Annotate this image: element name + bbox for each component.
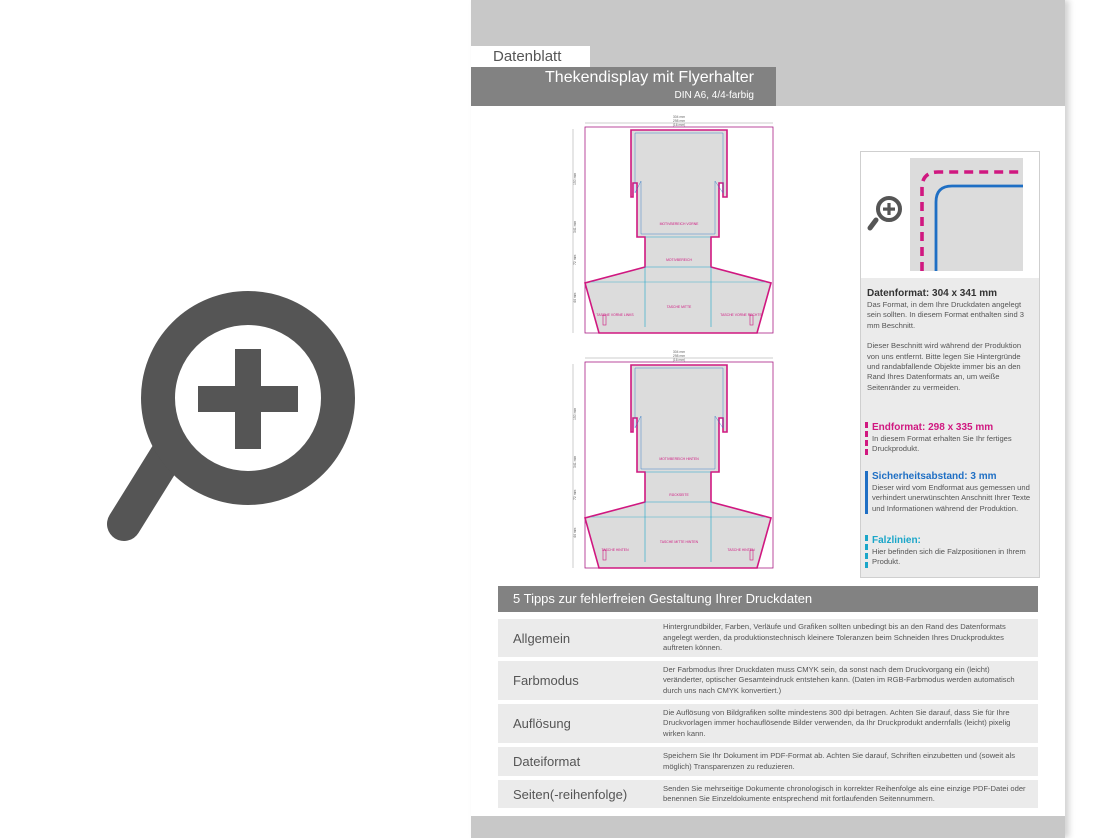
zone-label: MOTIVBEREICH (666, 258, 692, 262)
zone-label: RÜCKSEITE (669, 493, 689, 497)
sheet-footer (471, 816, 1065, 838)
info-body (861, 278, 1039, 577)
fold-lines-block (865, 535, 1035, 568)
zone-label: MOTIVBEREICH HINTEN (659, 457, 699, 461)
tip-label: Auflösung (513, 716, 571, 731)
end-format-block (865, 422, 1035, 455)
zone-label: TASCHE MITTE HINTEN (659, 540, 699, 544)
zone-label: TASCHE MITTE (666, 305, 692, 309)
safety-margin-block (865, 471, 1035, 514)
datasheet-page (471, 0, 1065, 838)
dim-label: 150 mm (573, 407, 577, 420)
product-subtitle: DIN A6, 4/4-farbig (674, 90, 754, 101)
data-format-heading: Datenformat: 304 x 341 mm (867, 288, 998, 299)
tip-label: Farbmodus (513, 673, 579, 688)
fold-lines-text: Hier befinden sich die Falzpositionen in Ihrem Produkt. (872, 547, 1026, 567)
template-drawing-back (569, 350, 777, 570)
tips-heading: 5 Tipps zur fehlerfreien Gestaltung Ihrer Druckdaten (498, 586, 1038, 612)
tip-label: Seiten(-reihenfolge) (513, 786, 628, 802)
zone-label: TASCHE HINTEN (727, 548, 755, 552)
product-title: Thekendisplay mit Flyerhalter (545, 69, 754, 86)
dim-label: 304 mm (672, 115, 686, 119)
tip-text: Speichern Sie Ihr Dokument im PDF-Format ab. Achten Sie darauf, Schriften einzubetten und (soweit als möglich) Transparenzen zu reduzieren. (663, 751, 1016, 771)
datasheet-tab-label: Datenblatt (471, 46, 590, 67)
tip-label: Dateiformat (513, 754, 581, 769)
tip-row (498, 704, 1038, 743)
data-format-block (867, 288, 1035, 393)
dim-label: 341 mm (573, 455, 577, 468)
end-format-heading: Endformat: 298 x 335 mm (872, 422, 994, 433)
zone-label: TASCHE HINTEN (601, 548, 629, 552)
tip-text: Der Farbmodus Ihrer Druckdaten muss CMYK sein, da sonst nach dem Druckvorgang ein (leicht) veränderter, optischer Gesamteindruck entstehen kann. (Daten im RGB-Farbmodus werden automatisch durch uns nach CMYK konvertiert.) (663, 664, 1015, 695)
dim-label: 44 mm (573, 527, 577, 538)
data-format-text: Das Format, in dem Ihre Druckdaten angelegt sein sollten. In diesem Format enthalten sind 3 mm Beschnitt. (867, 300, 1025, 330)
zone-label: TASCHE VORNE LINKS (596, 313, 634, 317)
tip-row (498, 661, 1038, 700)
tip-row (498, 619, 1038, 657)
dim-label: 298 mm (672, 354, 686, 358)
tip-row (498, 747, 1038, 776)
end-format-text: In diesem Format erhalten Sie Ihr fertiges Druckprodukt. (872, 434, 1012, 454)
safety-margin-text: Dieser wird vom Endformat aus gemessen und verhindert unerwünschten Anschnitt Ihrer Texte und Informationen während der Produktion. (872, 483, 1031, 513)
info-panel (860, 151, 1040, 578)
tip-row (498, 780, 1038, 808)
dim-label: 304 mm (672, 350, 686, 354)
dim-label: 72 mm (573, 489, 577, 500)
tip-text: Die Auflösung von Bildgrafiken sollte mindestens 300 dpi betragen. Achten Sie darauf, dass Sie für Ihre Druckvorlagen immer hochauflösende Bilder verwenden, da Ihr Druckprodukt andernfalls (leicht) pixelig wirken kann. (663, 707, 1011, 738)
zone-label: MOTIVBEREICH VORNE (659, 222, 699, 226)
zoom-in-icon[interactable] (866, 192, 906, 232)
zone-label: TASCHE VORNE RECHTS (720, 313, 762, 317)
template-drawing-front (569, 115, 777, 335)
fold-lines-heading: Falzlinien: (872, 535, 921, 546)
tip-text: Hintergrundbilder, Farben, Verläufe und Grafiken sollten unbedingt bis an den Rand des Datenformats angelegt werden, da produktionstechnisch kleinere Toleranzen beim Schneiden Ihres Druckproduktes auftreten können. (663, 622, 1006, 653)
title-bar (471, 67, 776, 106)
dim-label: 298 mm (672, 119, 686, 123)
tip-text: Senden Sie mehrseitige Dokumente chronologisch in korrekter Reihenfolge als eine einzige PDF-Datei oder benennen Sie Einzeldokumente entsprechend mit fortlaufenden Seitennummern. (663, 783, 1026, 803)
bleed-corner-detail (910, 158, 1023, 271)
dim-label: (16 mm) (672, 123, 686, 127)
dim-label: 72 mm (573, 254, 577, 265)
safety-margin-heading: Sicherheitsabstand: 3 mm (872, 471, 997, 482)
dim-label: 44 mm (573, 292, 577, 303)
dim-label: 341 mm (573, 220, 577, 233)
data-format-text-2: Dieser Beschnitt wird während der Produktion von uns entfernt. Bitte legen Sie Hintergründe und randabfallende Objekte immer bis an den Rand Ihres Datenformats an, um weiße Seitenränder zu vermeiden. (867, 341, 1022, 392)
dim-label: (16 mm) (672, 358, 686, 362)
zoom-in-icon[interactable] (100, 290, 360, 550)
tip-label: Allgemein (513, 630, 571, 646)
dim-label: 150 mm (573, 172, 577, 185)
